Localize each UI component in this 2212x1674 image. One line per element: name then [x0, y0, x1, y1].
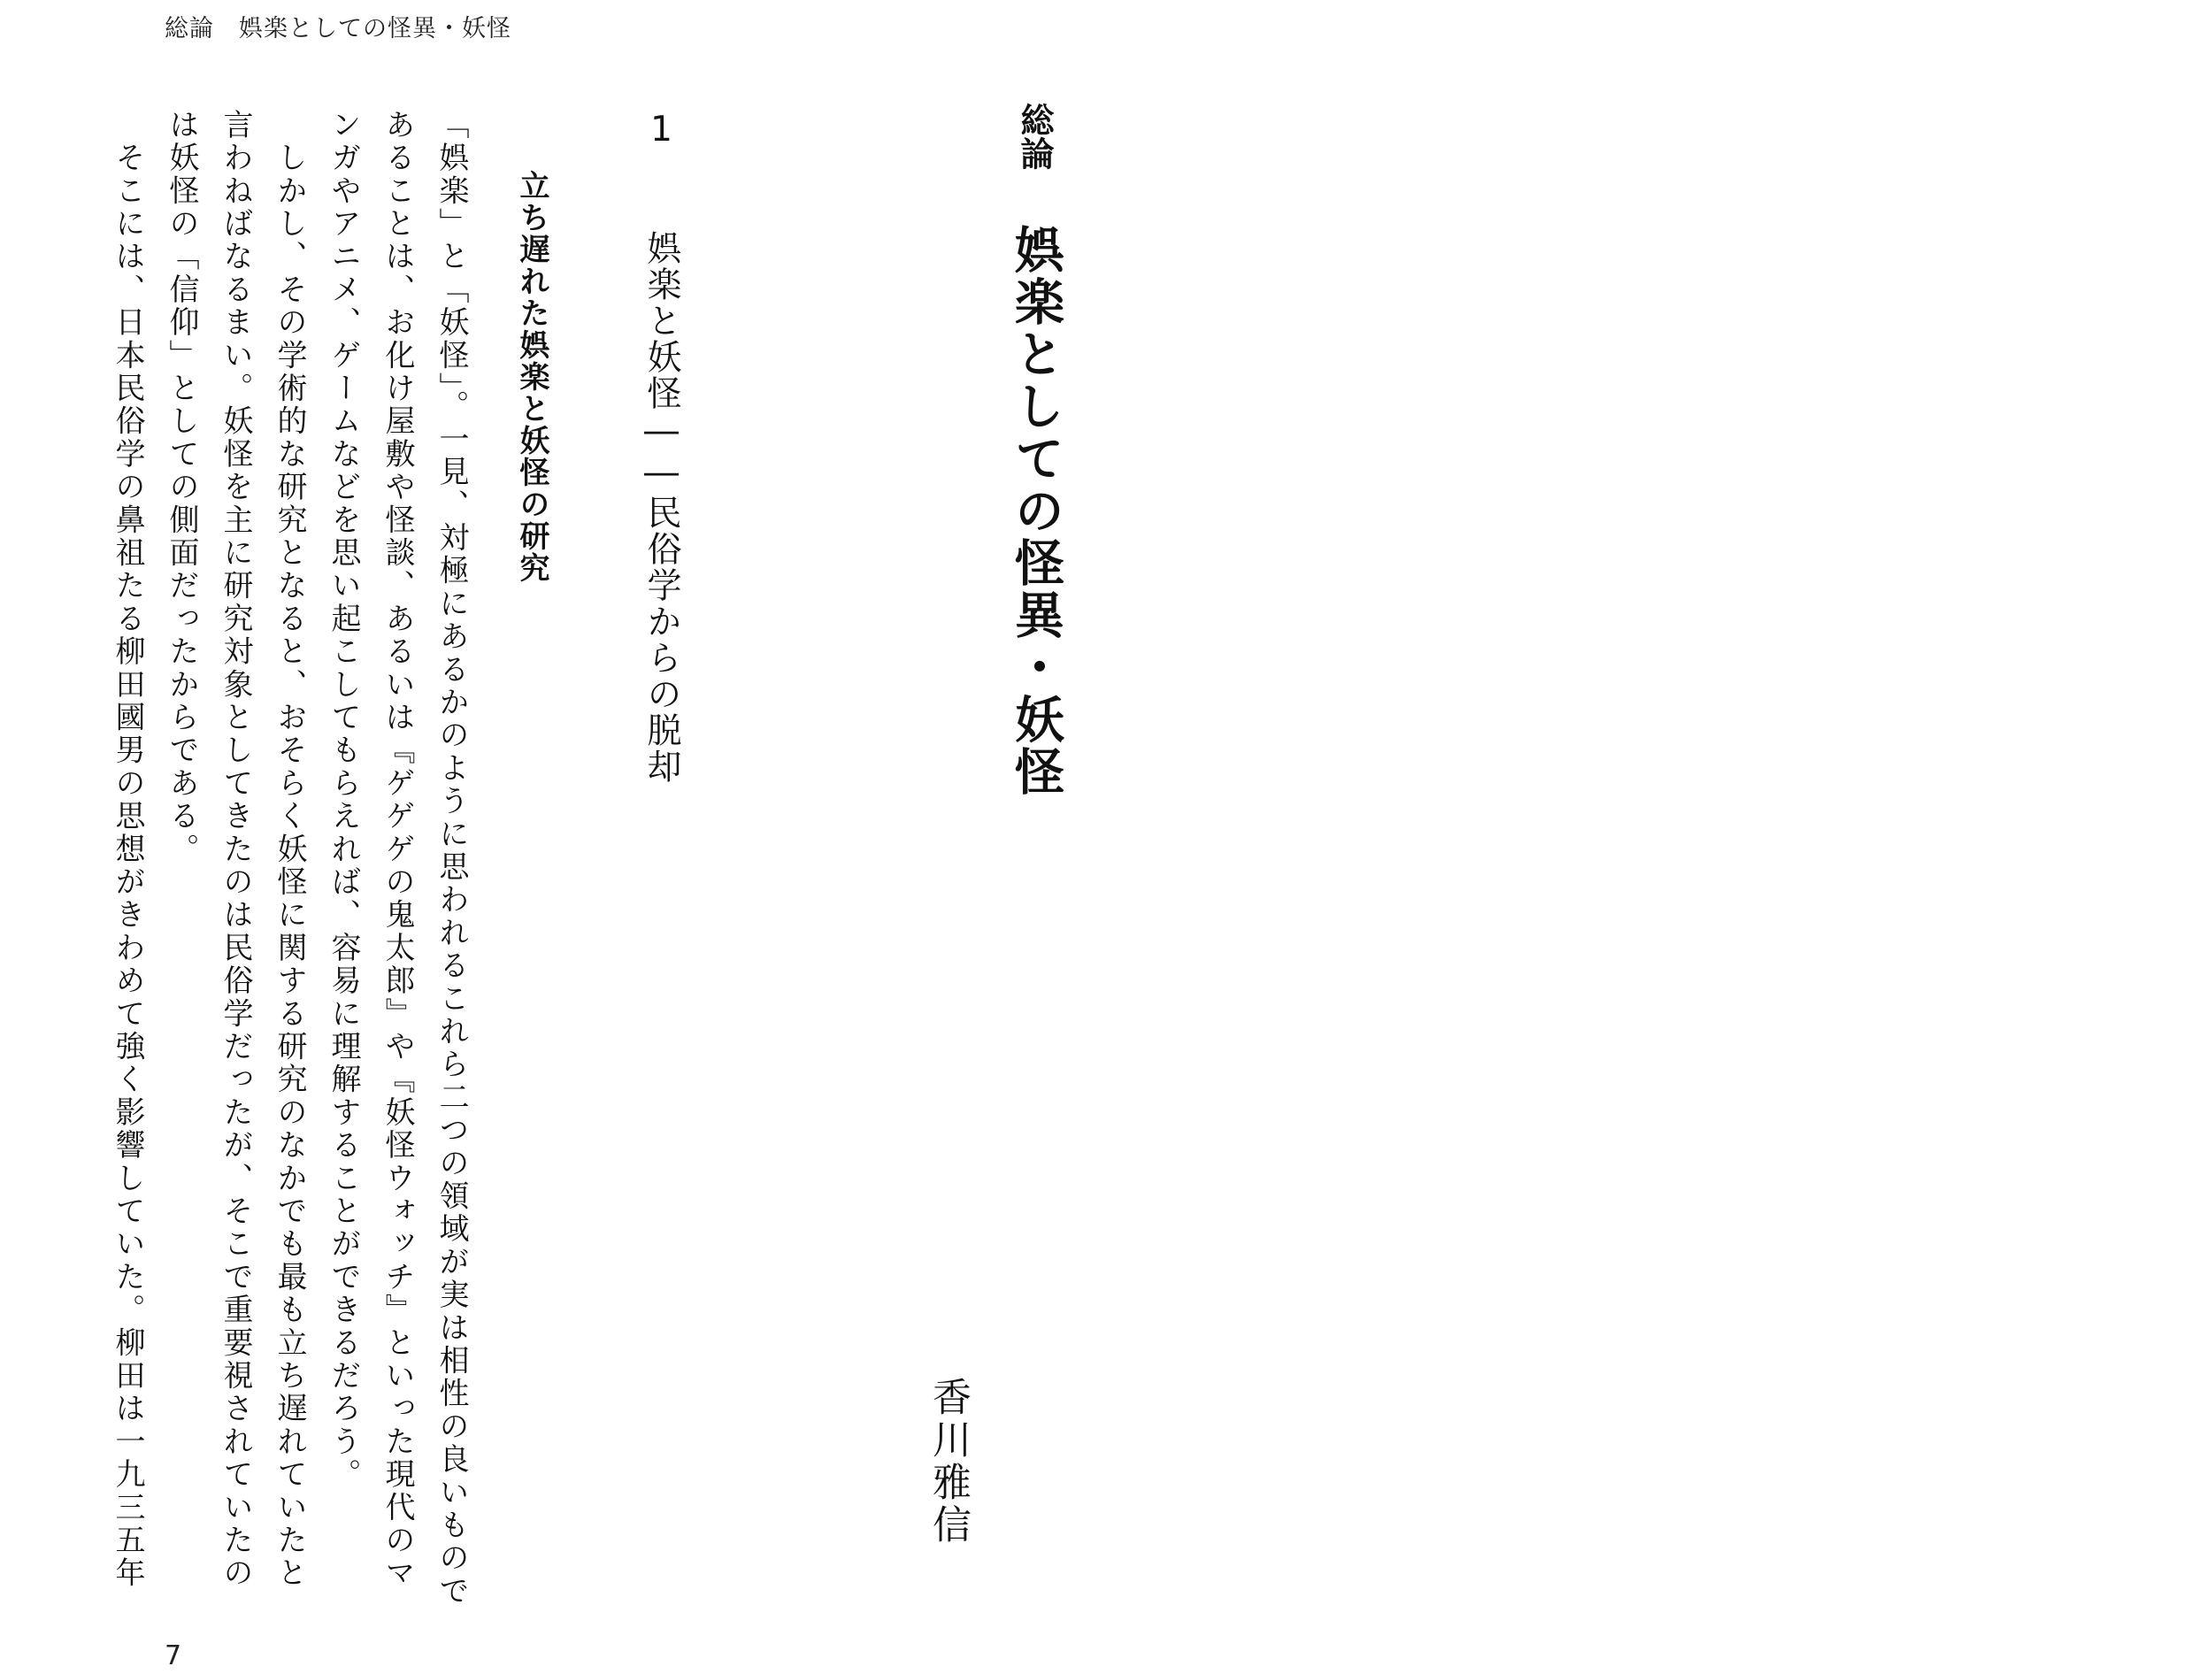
running-head: 総論 娯楽としての怪異・妖怪	[165, 15, 511, 42]
body-line: そこには、日本民俗学の鼻祖たる柳田國男の思想がきわめて強く影響していた。柳田は一九三五年	[110, 109, 145, 1590]
essay-label: 総論	[1015, 103, 1055, 170]
subsection-heading: 立ち遅れた娯楽と妖怪の研究	[514, 170, 549, 584]
section-heading	[639, 110, 683, 785]
essay-title: 娯楽としての怪異・妖怪	[1007, 224, 1065, 798]
section-title: 娯楽と妖怪――民俗学からの脱却	[641, 230, 681, 785]
body-line: しかし、その学術的な研究となると、おそらく妖怪に関する研究のなかでも最も立ち遅れていたと	[272, 109, 307, 1590]
page-number: 7	[165, 1640, 182, 1671]
section-number: 1	[641, 110, 681, 151]
author-name: 香川雅信	[926, 1377, 971, 1547]
body-line: 言わねばなるまい。妖怪を主に研究対象としてきたのは民俗学だったが、そこで重要視されていたの	[218, 109, 253, 1590]
body-line: は妖怪の「信仰」としての側面だったからである。	[164, 109, 199, 866]
body-text	[100, 109, 478, 1609]
body-line: 「娯楽」と「妖怪」。一見、対極にあるかのように思われるこれら二つの領域が実は相性の良いもので	[434, 109, 469, 1609]
body-line: あることは、お化け屋敷や怪談、あるいは『ゲゲゲの鬼太郎』や『妖怪ウォッチ』といった現代のマ	[380, 109, 415, 1590]
body-line: ンガやアニメ、ゲームなどを思い起こしてもらえれば、容易に理解することができるだろう。	[326, 109, 361, 1492]
